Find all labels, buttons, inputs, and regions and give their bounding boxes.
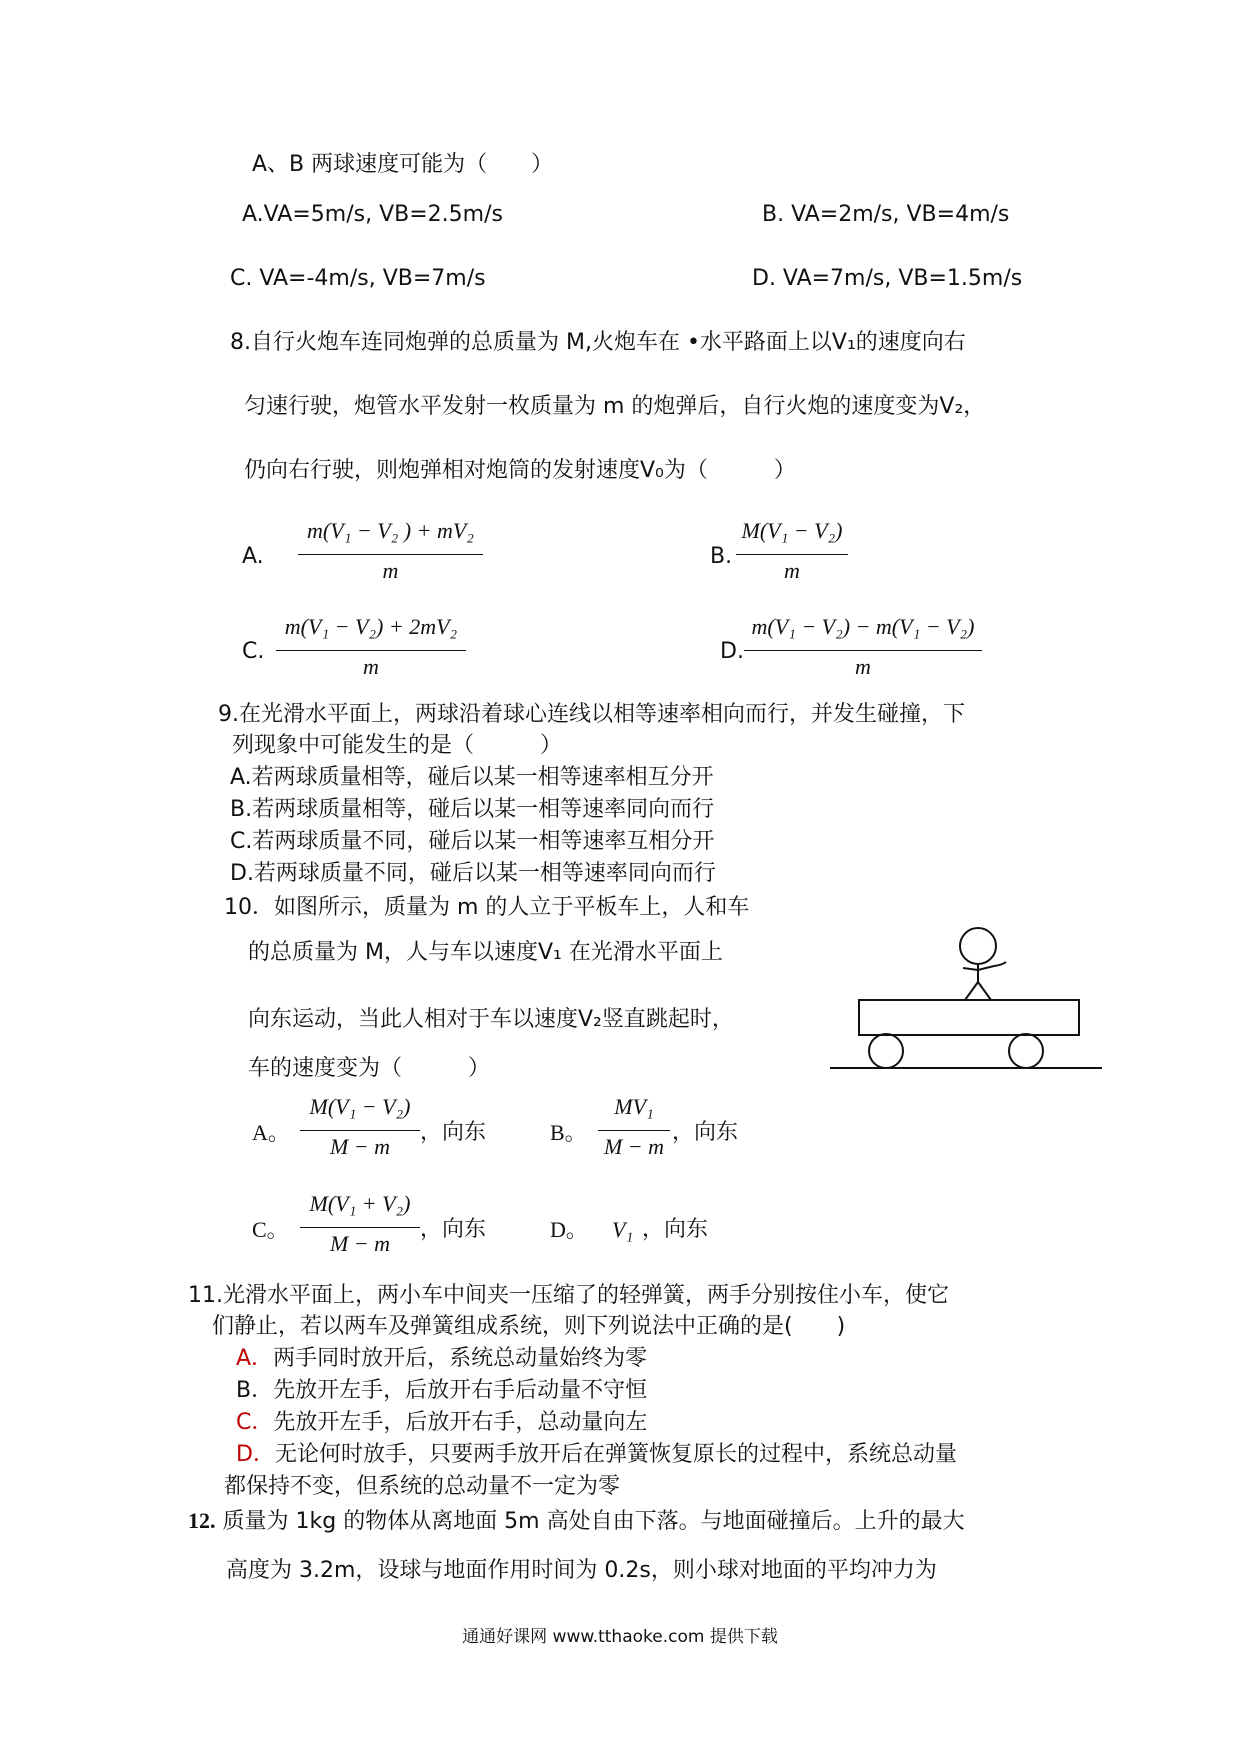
option-text: 先放开左手，后放开右手后动量不守恒 (273, 1378, 648, 1403)
q11-line-1: 11.光滑水平面上，两小车中间夹一压缩了的轻弹簧，两手分别按住小车，使它 (188, 1283, 949, 1308)
q11-option-d-continued: 都保持不变，但系统的总动量不一定为零 (224, 1474, 621, 1499)
fraction-bar (300, 1130, 420, 1131)
q8-option-b-label: B. (710, 544, 733, 569)
option-text: 两手同时放开后，系统总动量始终为零 (273, 1346, 648, 1371)
q8-line-2: 匀速行驶，炮管水平发射一枚质量为 m 的炮弹后，自行火炮的速度变为V₂， (244, 394, 986, 419)
fraction-numerator: m(V₁ − V₂) + 2mV₂ (284, 614, 458, 639)
fraction-numerator: m(V₁ − V₂) − m(V₁ − V₂) (751, 614, 975, 639)
option-letter: D． (236, 1442, 275, 1467)
q9-option-c: C.若两球质量不同，碰后以某一相等速率互相分开 (230, 829, 715, 854)
question-number: 12. (188, 1508, 216, 1533)
q8-option-a-fraction (298, 518, 483, 598)
option-letter: A． (236, 1346, 274, 1371)
q7-option-a: A.VA=5m/s, VB=2.5m/s (242, 202, 503, 227)
person-legs (965, 982, 991, 1000)
q10-line-2: 的总质量为 M，人与车以速度V₁ 在光滑水平面上 (248, 940, 723, 965)
q11-line-2: 们静止，若以两车及弹簧组成系统，则下列说法中正确的是( ) (212, 1314, 846, 1339)
option-text: 无论何时放手，只要两手放开后在弹簧恢复原长的过程中，系统总动量 (274, 1442, 957, 1467)
q10-line-1: 10．如图所示，质量为 m 的人立于平板车上，人和车 (224, 895, 750, 920)
q9-line-1: 9.在光滑水平面上，两球沿着球心连线以相等速率相向而行，并发生碰撞，下 (218, 702, 965, 727)
fraction-denominator: m (784, 558, 800, 583)
q10-option-d-direction: ，向东 (642, 1217, 709, 1242)
q10-option-a-direction: ，向东 (420, 1120, 487, 1145)
q11-option-d (236, 1440, 957, 1470)
fraction-denominator: M − m (329, 1231, 391, 1256)
fraction-denominator: M − m (329, 1134, 391, 1159)
q12-line-2: 高度为 3.2m，设球与地面作用时间为 0.2s，则小球对地面的平均冲力为 (226, 1558, 937, 1583)
q10-option-c-direction: ，向东 (420, 1217, 487, 1242)
q10-line-4: 车的速度变为（ ） (248, 1056, 491, 1081)
q12-line-1 (188, 1506, 965, 1537)
fraction-bar (276, 650, 466, 651)
person-on-cart-figure (826, 918, 1116, 1078)
q11-option-a (236, 1344, 647, 1374)
q10-option-b-fraction (598, 1094, 670, 1174)
q9-line-2: 列现象中可能发生的是（ ） (232, 733, 563, 758)
q10-option-b-direction: ，向东 (672, 1120, 739, 1145)
fraction-numerator: M(V₁ − V₂) (309, 1094, 411, 1119)
q8-line-1: 8.自行火炮车连同炮弹的总质量为 M,火炮车在 •水平路面上以V₁的速度向右 (230, 330, 966, 355)
q10-line-3: 向东运动，当此人相对于车以速度V₂竖直跳起时， (248, 1007, 734, 1032)
cart-wheel-right (1009, 1034, 1043, 1068)
q8-option-c-fraction (276, 614, 466, 694)
cart-body (859, 1000, 1079, 1035)
q10-option-a-label: A。 (252, 1120, 290, 1145)
fraction-denominator: m (363, 654, 379, 679)
fraction-bar (744, 650, 982, 651)
option-text: 先放开左手，后放开右手，总动量向左 (273, 1410, 648, 1435)
q7-option-d: D. VA=7m/s, VB=1.5m/s (752, 266, 1023, 291)
fraction-numerator: M(V₁ + V₂) (309, 1191, 411, 1216)
fraction-bar (736, 554, 848, 555)
q8-option-a-label: A. (242, 544, 264, 569)
q11-option-b (236, 1376, 647, 1406)
q10-option-c-label: C。 (252, 1217, 289, 1242)
fraction-denominator: M − m (603, 1134, 665, 1159)
fraction-numerator: M(V₁ − V₂) (741, 518, 843, 543)
cart-wheel-left (869, 1034, 903, 1068)
fraction-denominator: m (855, 654, 871, 679)
q10-option-d-label: D。 (550, 1217, 588, 1242)
q8-option-b-fraction (736, 518, 848, 598)
option-letter: C． (236, 1410, 274, 1435)
q10-option-d-value: V₁ (612, 1217, 634, 1242)
q8-option-d-fraction (744, 614, 982, 694)
q10-option-b-label: B。 (550, 1120, 587, 1145)
q8-option-d-label: D. (720, 639, 744, 664)
fraction-numerator: m(V₁ − V₂ ) + mV₂ (307, 518, 474, 543)
q9-option-a: A.若两球质量相等，碰后以某一相等速率相互分开 (230, 765, 714, 790)
q8-option-c-label: C. (242, 639, 265, 664)
q10-option-a-fraction (300, 1094, 420, 1174)
fraction-bar (598, 1130, 670, 1131)
fraction-bar (298, 554, 483, 555)
q11-option-c (236, 1408, 647, 1438)
q9-option-d: D.若两球质量不同，碰后以某一相等速率同向而行 (230, 861, 716, 886)
q7-option-b: B. VA=2m/s, VB=4m/s (762, 202, 1010, 227)
fraction-bar (300, 1227, 420, 1228)
q7-stem: A、B 两球速度可能为（ ） (252, 152, 554, 177)
q9-option-b: B.若两球质量相等，碰后以某一相等速率同向而行 (230, 797, 715, 822)
q7-option-c: C. VA=-4m/s, VB=7m/s (230, 266, 486, 291)
q8-line-3: 仍向右行驶，则炮弹相对炮筒的发射速度V₀为（ ） (244, 458, 796, 483)
page-footer: 通通好课网 www.tthaoke.com 提供下载 (462, 1627, 778, 1647)
q10-option-c-fraction (300, 1191, 420, 1271)
question-text: 质量为 1kg 的物体从离地面 5m 高处自由下落。与地面碰撞后。上升的最大 (222, 1509, 965, 1534)
person-head (960, 928, 996, 964)
option-letter: B． (236, 1378, 274, 1403)
fraction-numerator: MV₁ (614, 1094, 654, 1119)
fraction-denominator: m (382, 558, 399, 583)
